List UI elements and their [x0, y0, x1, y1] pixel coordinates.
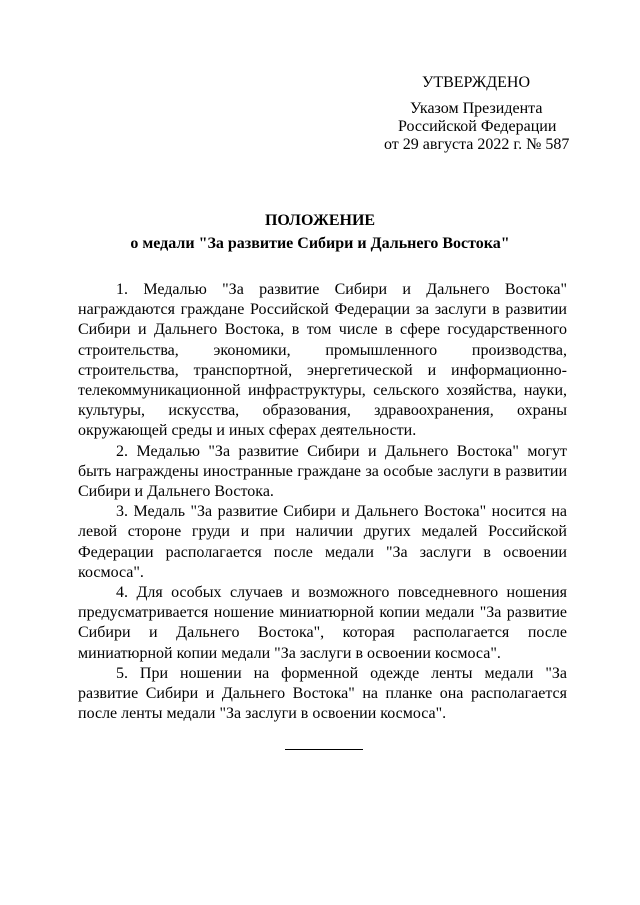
approval-title: УТВЕРЖДЕНО: [422, 74, 531, 91]
document-title: ПОЛОЖЕНИЕ: [264, 212, 376, 229]
paragraph-4: 4. Для особых случаев и возможного повседневного ношения предусматривается ношение миниатюрной копии медали "За развитие Сибири и Дальнего Востока", которая располагается после миниатюрной копии медали "За заслуги в освоении космоса".: [78, 584, 567, 662]
paragraph-5: 5. При ношении на форменной одежде ленты медали "За развитие Сибири и Дальнего Востока" на планке она располагается после ленты медали "За заслуги в освоении космоса".: [78, 664, 567, 723]
approval-org-line-1: Указом Президента: [410, 100, 543, 117]
paragraph-2: 2. Медалью "За развитие Сибири и Дальнего Востока" могут быть награждены иностранные граждане за особые заслуги в развитии Сибири и Дальнего Востока.: [78, 442, 567, 501]
paragraph-3: 3. Медаль "За развитие Сибири и Дальнего Востока" носится на левой стороне груди и при наличии других медалей Российской Федерации располагается после медали "За заслуги в освоении космоса".: [78, 503, 567, 581]
paragraph-1: 1. Медалью "За развитие Сибири и Дальнего Востока" награждаются граждане Российской Федерации за заслуги в развитии Сибири и Дальнего Востока, в том числе в сфере государственного строительства, экономики, промышленного производства, строительства, транспортной, энергетической и информационно-телекоммуникационной инфраструктуры, сельского хозяйства, науки, культуры, искусства, образования, здравоохранения, охраны окружающей среды и иных сферах деятельности.: [78, 281, 567, 440]
document-subtitle: о медали "За развитие Сибири и Дальнего Востока": [130, 235, 510, 252]
approval-date: от 29 августа 2022 г. № 587: [384, 136, 570, 153]
document-body: [78, 280, 567, 724]
end-divider: [285, 749, 363, 750]
approval-block: [0, 74, 640, 164]
approval-org-line-2: Российской Федерации: [398, 118, 557, 135]
